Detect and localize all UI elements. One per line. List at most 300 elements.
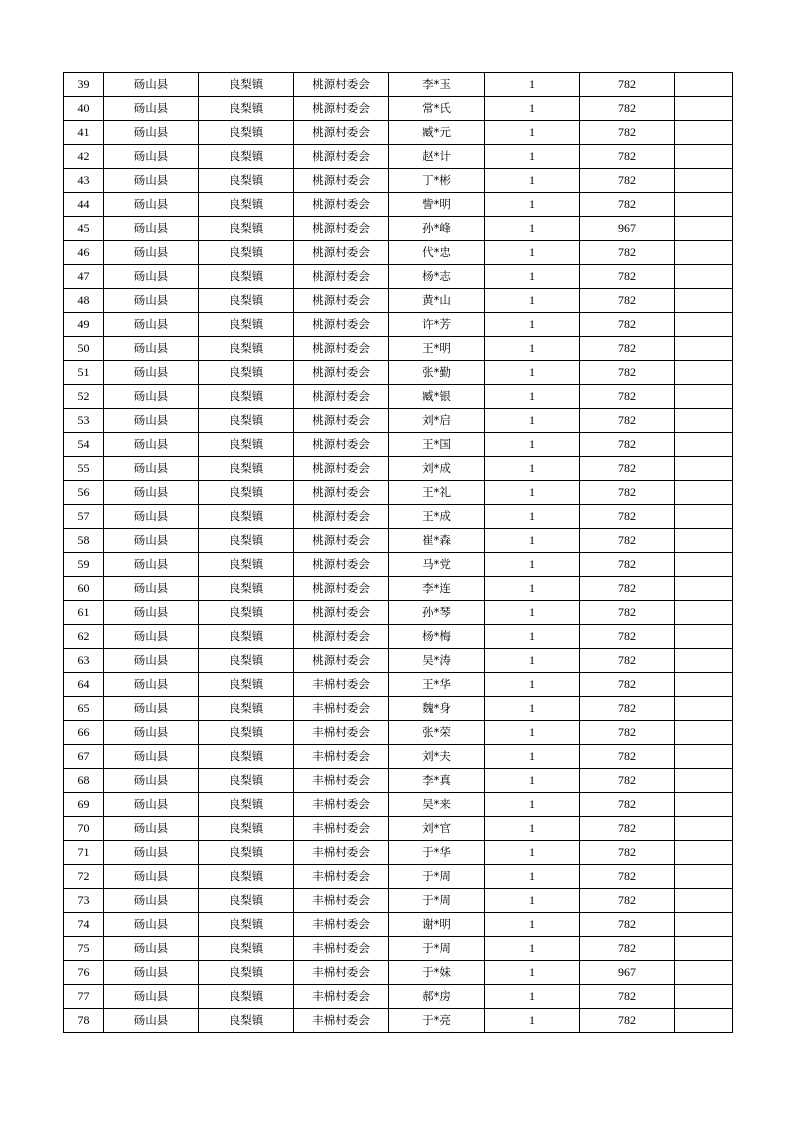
county-cell: 砀山县 bbox=[104, 769, 199, 793]
town-cell: 良梨镇 bbox=[199, 505, 294, 529]
row-number-cell: 51 bbox=[64, 361, 104, 385]
row-number-cell: 75 bbox=[64, 937, 104, 961]
row-number-cell: 43 bbox=[64, 169, 104, 193]
village-committee-cell: 桃源村委会 bbox=[294, 409, 389, 433]
remark-cell bbox=[675, 169, 733, 193]
row-number-cell: 47 bbox=[64, 265, 104, 289]
table-row bbox=[64, 433, 733, 457]
county-cell: 砀山县 bbox=[104, 145, 199, 169]
remark-cell bbox=[675, 889, 733, 913]
town-cell: 良梨镇 bbox=[199, 97, 294, 121]
table-row bbox=[64, 337, 733, 361]
village-committee-cell: 桃源村委会 bbox=[294, 97, 389, 121]
row-number-cell: 60 bbox=[64, 577, 104, 601]
county-cell: 砀山县 bbox=[104, 553, 199, 577]
name-cell: 吴*来 bbox=[389, 793, 485, 817]
table-row bbox=[64, 97, 733, 121]
remark-cell bbox=[675, 1009, 733, 1033]
row-number-cell: 62 bbox=[64, 625, 104, 649]
town-cell: 良梨镇 bbox=[199, 817, 294, 841]
village-committee-cell: 丰棉村委会 bbox=[294, 865, 389, 889]
village-committee-cell: 桃源村委会 bbox=[294, 649, 389, 673]
remark-cell bbox=[675, 673, 733, 697]
row-number-cell: 40 bbox=[64, 97, 104, 121]
remark-cell bbox=[675, 265, 733, 289]
name-cell: 丁*彬 bbox=[389, 169, 485, 193]
count-cell: 1 bbox=[485, 649, 580, 673]
table-row bbox=[64, 865, 733, 889]
village-committee-cell: 丰棉村委会 bbox=[294, 673, 389, 697]
amount-cell: 782 bbox=[580, 769, 675, 793]
village-committee-cell: 丰棉村委会 bbox=[294, 889, 389, 913]
table-row bbox=[64, 793, 733, 817]
county-cell: 砀山县 bbox=[104, 1009, 199, 1033]
table-row bbox=[64, 385, 733, 409]
town-cell: 良梨镇 bbox=[199, 289, 294, 313]
row-number-cell: 49 bbox=[64, 313, 104, 337]
remark-cell bbox=[675, 625, 733, 649]
row-number-cell: 46 bbox=[64, 241, 104, 265]
village-committee-cell: 桃源村委会 bbox=[294, 121, 389, 145]
row-number-cell: 72 bbox=[64, 865, 104, 889]
table-row bbox=[64, 985, 733, 1009]
remark-cell bbox=[675, 937, 733, 961]
row-number-cell: 67 bbox=[64, 745, 104, 769]
row-number-cell: 68 bbox=[64, 769, 104, 793]
town-cell: 良梨镇 bbox=[199, 217, 294, 241]
count-cell: 1 bbox=[485, 601, 580, 625]
amount-cell: 782 bbox=[580, 649, 675, 673]
county-cell: 砀山县 bbox=[104, 937, 199, 961]
table-row bbox=[64, 481, 733, 505]
name-cell: 郝*房 bbox=[389, 985, 485, 1009]
town-cell: 良梨镇 bbox=[199, 73, 294, 97]
name-cell: 于*亮 bbox=[389, 1009, 485, 1033]
name-cell: 于*妹 bbox=[389, 961, 485, 985]
amount-cell: 782 bbox=[580, 937, 675, 961]
remark-cell bbox=[675, 505, 733, 529]
remark-cell bbox=[675, 409, 733, 433]
remark-cell bbox=[675, 193, 733, 217]
table-row bbox=[64, 121, 733, 145]
remark-cell bbox=[675, 73, 733, 97]
name-cell: 訾*明 bbox=[389, 193, 485, 217]
county-cell: 砀山县 bbox=[104, 481, 199, 505]
row-number-cell: 59 bbox=[64, 553, 104, 577]
county-cell: 砀山县 bbox=[104, 505, 199, 529]
county-cell: 砀山县 bbox=[104, 913, 199, 937]
remark-cell bbox=[675, 385, 733, 409]
records-table bbox=[63, 72, 733, 1033]
amount-cell: 782 bbox=[580, 553, 675, 577]
county-cell: 砀山县 bbox=[104, 361, 199, 385]
town-cell: 良梨镇 bbox=[199, 193, 294, 217]
village-committee-cell: 桃源村委会 bbox=[294, 577, 389, 601]
table-row bbox=[64, 913, 733, 937]
village-committee-cell: 桃源村委会 bbox=[294, 457, 389, 481]
amount-cell: 782 bbox=[580, 505, 675, 529]
count-cell: 1 bbox=[485, 97, 580, 121]
name-cell: 臧*元 bbox=[389, 121, 485, 145]
count-cell: 1 bbox=[485, 913, 580, 937]
amount-cell: 782 bbox=[580, 529, 675, 553]
town-cell: 良梨镇 bbox=[199, 577, 294, 601]
village-committee-cell: 桃源村委会 bbox=[294, 193, 389, 217]
county-cell: 砀山县 bbox=[104, 673, 199, 697]
county-cell: 砀山县 bbox=[104, 409, 199, 433]
county-cell: 砀山县 bbox=[104, 745, 199, 769]
count-cell: 1 bbox=[485, 361, 580, 385]
row-number-cell: 57 bbox=[64, 505, 104, 529]
table-row bbox=[64, 1009, 733, 1033]
town-cell: 良梨镇 bbox=[199, 841, 294, 865]
name-cell: 黄*山 bbox=[389, 289, 485, 313]
count-cell: 1 bbox=[485, 865, 580, 889]
name-cell: 刘*官 bbox=[389, 817, 485, 841]
amount-cell: 782 bbox=[580, 721, 675, 745]
count-cell: 1 bbox=[485, 625, 580, 649]
town-cell: 良梨镇 bbox=[199, 937, 294, 961]
name-cell: 刘*启 bbox=[389, 409, 485, 433]
remark-cell bbox=[675, 985, 733, 1009]
count-cell: 1 bbox=[485, 337, 580, 361]
village-committee-cell: 桃源村委会 bbox=[294, 361, 389, 385]
amount-cell: 782 bbox=[580, 865, 675, 889]
count-cell: 1 bbox=[485, 385, 580, 409]
row-number-cell: 48 bbox=[64, 289, 104, 313]
village-committee-cell: 桃源村委会 bbox=[294, 289, 389, 313]
county-cell: 砀山县 bbox=[104, 985, 199, 1009]
town-cell: 良梨镇 bbox=[199, 697, 294, 721]
name-cell: 王*礼 bbox=[389, 481, 485, 505]
remark-cell bbox=[675, 601, 733, 625]
table-row bbox=[64, 505, 733, 529]
row-number-cell: 69 bbox=[64, 793, 104, 817]
table-row bbox=[64, 937, 733, 961]
village-committee-cell: 丰棉村委会 bbox=[294, 961, 389, 985]
village-committee-cell: 桃源村委会 bbox=[294, 265, 389, 289]
town-cell: 良梨镇 bbox=[199, 433, 294, 457]
table-body bbox=[64, 73, 733, 1033]
name-cell: 李*玉 bbox=[389, 73, 485, 97]
name-cell: 吴*涛 bbox=[389, 649, 485, 673]
count-cell: 1 bbox=[485, 793, 580, 817]
amount-cell: 782 bbox=[580, 817, 675, 841]
count-cell: 1 bbox=[485, 433, 580, 457]
town-cell: 良梨镇 bbox=[199, 265, 294, 289]
village-committee-cell: 丰棉村委会 bbox=[294, 937, 389, 961]
count-cell: 1 bbox=[485, 217, 580, 241]
table-row bbox=[64, 673, 733, 697]
table-row bbox=[64, 409, 733, 433]
town-cell: 良梨镇 bbox=[199, 553, 294, 577]
table-row bbox=[64, 145, 733, 169]
name-cell: 于*华 bbox=[389, 841, 485, 865]
remark-cell bbox=[675, 97, 733, 121]
village-committee-cell: 桃源村委会 bbox=[294, 529, 389, 553]
name-cell: 马*党 bbox=[389, 553, 485, 577]
table-row bbox=[64, 73, 733, 97]
county-cell: 砀山县 bbox=[104, 241, 199, 265]
count-cell: 1 bbox=[485, 985, 580, 1009]
remark-cell bbox=[675, 313, 733, 337]
village-committee-cell: 丰棉村委会 bbox=[294, 985, 389, 1009]
county-cell: 砀山县 bbox=[104, 625, 199, 649]
table-row bbox=[64, 649, 733, 673]
county-cell: 砀山县 bbox=[104, 121, 199, 145]
amount-cell: 782 bbox=[580, 385, 675, 409]
amount-cell: 782 bbox=[580, 145, 675, 169]
county-cell: 砀山县 bbox=[104, 313, 199, 337]
count-cell: 1 bbox=[485, 289, 580, 313]
remark-cell bbox=[675, 529, 733, 553]
count-cell: 1 bbox=[485, 937, 580, 961]
village-committee-cell: 丰棉村委会 bbox=[294, 769, 389, 793]
count-cell: 1 bbox=[485, 577, 580, 601]
remark-cell bbox=[675, 241, 733, 265]
name-cell: 于*周 bbox=[389, 865, 485, 889]
count-cell: 1 bbox=[485, 241, 580, 265]
table-row bbox=[64, 457, 733, 481]
name-cell: 孙*峰 bbox=[389, 217, 485, 241]
amount-cell: 782 bbox=[580, 697, 675, 721]
county-cell: 砀山县 bbox=[104, 169, 199, 193]
amount-cell: 782 bbox=[580, 793, 675, 817]
remark-cell bbox=[675, 337, 733, 361]
amount-cell: 782 bbox=[580, 73, 675, 97]
row-number-cell: 77 bbox=[64, 985, 104, 1009]
county-cell: 砀山县 bbox=[104, 217, 199, 241]
remark-cell bbox=[675, 697, 733, 721]
amount-cell: 782 bbox=[580, 457, 675, 481]
county-cell: 砀山县 bbox=[104, 73, 199, 97]
county-cell: 砀山县 bbox=[104, 649, 199, 673]
table-row bbox=[64, 169, 733, 193]
name-cell: 代*忠 bbox=[389, 241, 485, 265]
town-cell: 良梨镇 bbox=[199, 385, 294, 409]
remark-cell bbox=[675, 457, 733, 481]
name-cell: 谢*明 bbox=[389, 913, 485, 937]
amount-cell: 967 bbox=[580, 217, 675, 241]
row-number-cell: 42 bbox=[64, 145, 104, 169]
count-cell: 1 bbox=[485, 505, 580, 529]
amount-cell: 782 bbox=[580, 745, 675, 769]
remark-cell bbox=[675, 841, 733, 865]
table-row bbox=[64, 553, 733, 577]
amount-cell: 782 bbox=[580, 889, 675, 913]
table-row bbox=[64, 889, 733, 913]
name-cell: 李*连 bbox=[389, 577, 485, 601]
row-number-cell: 53 bbox=[64, 409, 104, 433]
town-cell: 良梨镇 bbox=[199, 337, 294, 361]
amount-cell: 967 bbox=[580, 961, 675, 985]
row-number-cell: 39 bbox=[64, 73, 104, 97]
town-cell: 良梨镇 bbox=[199, 145, 294, 169]
amount-cell: 782 bbox=[580, 121, 675, 145]
county-cell: 砀山县 bbox=[104, 433, 199, 457]
row-number-cell: 55 bbox=[64, 457, 104, 481]
count-cell: 1 bbox=[485, 553, 580, 577]
village-committee-cell: 丰棉村委会 bbox=[294, 721, 389, 745]
name-cell: 杨*梅 bbox=[389, 625, 485, 649]
remark-cell bbox=[675, 553, 733, 577]
table-row bbox=[64, 841, 733, 865]
county-cell: 砀山县 bbox=[104, 457, 199, 481]
village-committee-cell: 桃源村委会 bbox=[294, 217, 389, 241]
amount-cell: 782 bbox=[580, 265, 675, 289]
amount-cell: 782 bbox=[580, 337, 675, 361]
count-cell: 1 bbox=[485, 145, 580, 169]
village-committee-cell: 桃源村委会 bbox=[294, 625, 389, 649]
village-committee-cell: 桃源村委会 bbox=[294, 553, 389, 577]
amount-cell: 782 bbox=[580, 481, 675, 505]
county-cell: 砀山县 bbox=[104, 193, 199, 217]
table-row bbox=[64, 769, 733, 793]
row-number-cell: 73 bbox=[64, 889, 104, 913]
village-committee-cell: 丰棉村委会 bbox=[294, 793, 389, 817]
town-cell: 良梨镇 bbox=[199, 913, 294, 937]
county-cell: 砀山县 bbox=[104, 601, 199, 625]
name-cell: 于*周 bbox=[389, 937, 485, 961]
remark-cell bbox=[675, 289, 733, 313]
table-row bbox=[64, 961, 733, 985]
amount-cell: 782 bbox=[580, 985, 675, 1009]
table-row bbox=[64, 289, 733, 313]
town-cell: 良梨镇 bbox=[199, 1009, 294, 1033]
village-committee-cell: 丰棉村委会 bbox=[294, 745, 389, 769]
table-row bbox=[64, 217, 733, 241]
amount-cell: 782 bbox=[580, 673, 675, 697]
count-cell: 1 bbox=[485, 745, 580, 769]
village-committee-cell: 桃源村委会 bbox=[294, 433, 389, 457]
row-number-cell: 54 bbox=[64, 433, 104, 457]
county-cell: 砀山县 bbox=[104, 529, 199, 553]
table-row bbox=[64, 601, 733, 625]
county-cell: 砀山县 bbox=[104, 337, 199, 361]
count-cell: 1 bbox=[485, 1009, 580, 1033]
town-cell: 良梨镇 bbox=[199, 313, 294, 337]
village-committee-cell: 丰棉村委会 bbox=[294, 1009, 389, 1033]
count-cell: 1 bbox=[485, 121, 580, 145]
count-cell: 1 bbox=[485, 673, 580, 697]
amount-cell: 782 bbox=[580, 241, 675, 265]
count-cell: 1 bbox=[485, 529, 580, 553]
name-cell: 王*华 bbox=[389, 673, 485, 697]
town-cell: 良梨镇 bbox=[199, 409, 294, 433]
count-cell: 1 bbox=[485, 193, 580, 217]
remark-cell bbox=[675, 433, 733, 457]
remark-cell bbox=[675, 961, 733, 985]
name-cell: 王*成 bbox=[389, 505, 485, 529]
village-committee-cell: 桃源村委会 bbox=[294, 337, 389, 361]
table-row bbox=[64, 817, 733, 841]
count-cell: 1 bbox=[485, 697, 580, 721]
name-cell: 张*勤 bbox=[389, 361, 485, 385]
count-cell: 1 bbox=[485, 721, 580, 745]
amount-cell: 782 bbox=[580, 433, 675, 457]
county-cell: 砀山县 bbox=[104, 385, 199, 409]
name-cell: 许*芳 bbox=[389, 313, 485, 337]
village-committee-cell: 桃源村委会 bbox=[294, 145, 389, 169]
amount-cell: 782 bbox=[580, 409, 675, 433]
count-cell: 1 bbox=[485, 841, 580, 865]
table-row bbox=[64, 241, 733, 265]
count-cell: 1 bbox=[485, 73, 580, 97]
county-cell: 砀山县 bbox=[104, 97, 199, 121]
remark-cell bbox=[675, 481, 733, 505]
county-cell: 砀山县 bbox=[104, 265, 199, 289]
amount-cell: 782 bbox=[580, 289, 675, 313]
row-number-cell: 41 bbox=[64, 121, 104, 145]
table-row bbox=[64, 313, 733, 337]
table-row bbox=[64, 529, 733, 553]
table-row bbox=[64, 625, 733, 649]
row-number-cell: 76 bbox=[64, 961, 104, 985]
name-cell: 刘*成 bbox=[389, 457, 485, 481]
town-cell: 良梨镇 bbox=[199, 961, 294, 985]
table-row bbox=[64, 265, 733, 289]
village-committee-cell: 桃源村委会 bbox=[294, 481, 389, 505]
county-cell: 砀山县 bbox=[104, 961, 199, 985]
count-cell: 1 bbox=[485, 457, 580, 481]
row-number-cell: 61 bbox=[64, 601, 104, 625]
row-number-cell: 50 bbox=[64, 337, 104, 361]
amount-cell: 782 bbox=[580, 601, 675, 625]
row-number-cell: 65 bbox=[64, 697, 104, 721]
county-cell: 砀山县 bbox=[104, 817, 199, 841]
document-page bbox=[63, 72, 732, 1033]
town-cell: 良梨镇 bbox=[199, 793, 294, 817]
town-cell: 良梨镇 bbox=[199, 121, 294, 145]
town-cell: 良梨镇 bbox=[199, 481, 294, 505]
table-row bbox=[64, 721, 733, 745]
name-cell: 魏*身 bbox=[389, 697, 485, 721]
county-cell: 砀山县 bbox=[104, 793, 199, 817]
town-cell: 良梨镇 bbox=[199, 985, 294, 1009]
count-cell: 1 bbox=[485, 769, 580, 793]
county-cell: 砀山县 bbox=[104, 577, 199, 601]
table-row bbox=[64, 745, 733, 769]
village-committee-cell: 桃源村委会 bbox=[294, 73, 389, 97]
amount-cell: 782 bbox=[580, 361, 675, 385]
table-row bbox=[64, 577, 733, 601]
count-cell: 1 bbox=[485, 481, 580, 505]
remark-cell bbox=[675, 793, 733, 817]
town-cell: 良梨镇 bbox=[199, 241, 294, 265]
county-cell: 砀山县 bbox=[104, 289, 199, 313]
town-cell: 良梨镇 bbox=[199, 169, 294, 193]
village-committee-cell: 丰棉村委会 bbox=[294, 817, 389, 841]
table-row bbox=[64, 697, 733, 721]
remark-cell bbox=[675, 361, 733, 385]
amount-cell: 782 bbox=[580, 1009, 675, 1033]
village-committee-cell: 桃源村委会 bbox=[294, 241, 389, 265]
town-cell: 良梨镇 bbox=[199, 361, 294, 385]
village-committee-cell: 桃源村委会 bbox=[294, 601, 389, 625]
amount-cell: 782 bbox=[580, 313, 675, 337]
remark-cell bbox=[675, 769, 733, 793]
count-cell: 1 bbox=[485, 265, 580, 289]
row-number-cell: 70 bbox=[64, 817, 104, 841]
name-cell: 常*氏 bbox=[389, 97, 485, 121]
amount-cell: 782 bbox=[580, 841, 675, 865]
county-cell: 砀山县 bbox=[104, 721, 199, 745]
count-cell: 1 bbox=[485, 961, 580, 985]
name-cell: 赵*计 bbox=[389, 145, 485, 169]
village-committee-cell: 桃源村委会 bbox=[294, 505, 389, 529]
town-cell: 良梨镇 bbox=[199, 649, 294, 673]
count-cell: 1 bbox=[485, 169, 580, 193]
